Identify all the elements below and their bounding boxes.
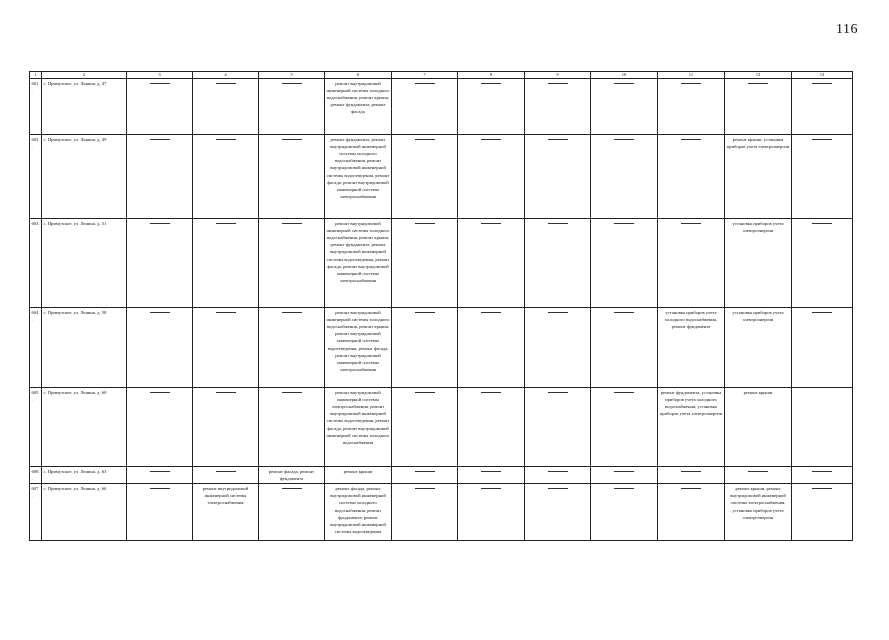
dash-mark	[216, 83, 236, 84]
column-number: 7	[392, 72, 458, 79]
empty-dash-cell	[193, 219, 259, 308]
empty-dash-cell	[193, 467, 259, 484]
empty-dash-cell	[127, 388, 193, 467]
column-number: 13	[792, 72, 853, 79]
empty-dash-cell	[127, 135, 193, 219]
column-number: 10	[591, 72, 658, 79]
dash-mark	[150, 223, 170, 224]
table-row	[30, 308, 853, 388]
empty-dash-cell	[259, 308, 325, 388]
dash-mark	[812, 312, 832, 313]
work-type-cell: ремонт внутридомовой инженерной системы холодного водоснабжения, ремонт крыши, ремонт внутридомовой инженерной системы водоотведения, ремонт фасада, ремонт внутридомовой инженерной системы электроснабжения	[325, 308, 392, 388]
dash-mark	[681, 223, 701, 224]
empty-dash-cell	[591, 308, 658, 388]
dash-mark	[614, 471, 634, 472]
work-type-cell: ремонт внутридомовой инженерной системы электроснабжения, ремонт внутридомовой инженерной системы водоотведения, ремонт фасада, ремонт внутридомовой инженерной системы холодного водоснабжения	[325, 388, 392, 467]
empty-dash-cell	[259, 484, 325, 541]
empty-dash-cell	[591, 388, 658, 467]
dash-mark	[282, 488, 302, 489]
dash-mark	[481, 223, 501, 224]
empty-dash-cell	[193, 135, 259, 219]
dash-mark	[415, 312, 435, 313]
dash-mark	[548, 392, 568, 393]
empty-dash-cell	[525, 219, 591, 308]
empty-dash-cell	[792, 484, 853, 541]
empty-dash-cell	[591, 135, 658, 219]
work-type-cell: ремонт фундамента, ремонт внутридомовой инженерной системы холодного водоснабжения, ремонт внутридомовой инженерной системы водоотведения, ремонт фасада, ремонт внутридомовой инженерной системы электроснабжения	[325, 135, 392, 219]
dash-mark	[282, 392, 302, 393]
page-number: 116	[836, 22, 858, 37]
empty-dash-cell	[458, 135, 525, 219]
column-number: 8	[458, 72, 525, 79]
dash-mark	[548, 223, 568, 224]
column-number-row	[30, 72, 853, 79]
dash-mark	[150, 312, 170, 313]
dash-mark	[481, 392, 501, 393]
empty-dash-cell	[525, 135, 591, 219]
row-number: 603.	[30, 219, 42, 308]
row-number: 604.	[30, 308, 42, 388]
dash-mark	[681, 83, 701, 84]
column-number: 12	[725, 72, 792, 79]
dash-mark	[150, 83, 170, 84]
empty-dash-cell	[658, 467, 725, 484]
empty-dash-cell	[525, 308, 591, 388]
dash-mark	[548, 139, 568, 140]
empty-dash-cell	[591, 79, 658, 135]
dash-mark	[812, 83, 832, 84]
empty-dash-cell	[658, 79, 725, 135]
dash-mark	[415, 392, 435, 393]
dash-mark	[216, 139, 236, 140]
row-number: 601.	[30, 79, 42, 135]
column-number: 3	[127, 72, 193, 79]
empty-dash-cell	[392, 308, 458, 388]
table-row	[30, 388, 853, 467]
work-type-cell: ремонт фасада, ремонт внутридомовой инженерной системы холодного водоснабжения, ремонт фундамента, ремонт внутридомовой инженерной системы водоотведения	[325, 484, 392, 541]
dash-mark	[415, 139, 435, 140]
work-type-cell: ремонт внутридомовой инженерной системы холодного водоснабжения, ремонт крыши, ремонт фундамента, ремонт внутридомовой инженерной системы водоотведения, ремонт фасада, ремонт внутридомовой инженерной системы электроснабжения	[325, 219, 392, 308]
dash-mark	[150, 392, 170, 393]
address-cell: с. Примузское, ул. Ленина, д. 63	[42, 467, 127, 484]
empty-dash-cell	[458, 79, 525, 135]
empty-dash-cell	[591, 467, 658, 484]
empty-dash-cell	[792, 467, 853, 484]
work-type-cell: установка приборов учета электроэнергии	[725, 219, 792, 308]
empty-dash-cell	[458, 467, 525, 484]
empty-dash-cell	[591, 484, 658, 541]
work-type-cell: ремонт фасада, ремонт фундамента	[259, 467, 325, 484]
empty-dash-cell	[392, 219, 458, 308]
dash-mark	[282, 312, 302, 313]
address-cell: с. Примузское, ул. Ленина, д. 58	[42, 308, 127, 388]
empty-dash-cell	[458, 219, 525, 308]
dash-mark	[681, 488, 701, 489]
dash-mark	[481, 488, 501, 489]
empty-dash-cell	[525, 79, 591, 135]
empty-dash-cell	[193, 79, 259, 135]
work-type-cell: установка приборов учета холодного водоснабжения, ремонт фундамента	[658, 308, 725, 388]
address-cell: с. Примузское, ул. Ленина, д. 49	[42, 135, 127, 219]
empty-dash-cell	[193, 388, 259, 467]
dash-mark	[481, 83, 501, 84]
dash-mark	[415, 223, 435, 224]
dash-mark	[812, 223, 832, 224]
empty-dash-cell	[458, 308, 525, 388]
dash-mark	[415, 471, 435, 472]
dash-mark	[681, 471, 701, 472]
empty-dash-cell	[658, 484, 725, 541]
dash-mark	[548, 471, 568, 472]
empty-dash-cell	[259, 79, 325, 135]
empty-dash-cell	[392, 484, 458, 541]
dash-mark	[150, 471, 170, 472]
row-number: 602.	[30, 135, 42, 219]
empty-dash-cell	[127, 79, 193, 135]
empty-dash-cell	[658, 219, 725, 308]
empty-dash-cell	[792, 135, 853, 219]
column-number: 11	[658, 72, 725, 79]
address-cell: с. Примузское, ул. Ленина, д. 66	[42, 484, 127, 541]
dash-mark	[812, 471, 832, 472]
dash-mark	[748, 471, 768, 472]
empty-dash-cell	[725, 467, 792, 484]
empty-dash-cell	[458, 388, 525, 467]
row-number: 607.	[30, 484, 42, 541]
empty-dash-cell	[525, 484, 591, 541]
empty-dash-cell	[458, 484, 525, 541]
row-number: 606.	[30, 467, 42, 484]
dash-mark	[415, 488, 435, 489]
work-type-cell	[792, 388, 853, 467]
column-number: 1	[30, 72, 42, 79]
dash-mark	[812, 488, 832, 489]
dash-mark	[481, 139, 501, 140]
work-type-cell: ремонт крыши, ремонт внутридомовой инженерной системы электроснабжения, установка приборов учета электроэнергии	[725, 484, 792, 541]
dash-mark	[282, 83, 302, 84]
empty-dash-cell	[591, 219, 658, 308]
dash-mark	[481, 312, 501, 313]
table-row	[30, 79, 853, 135]
address-cell: с. Примузское, ул. Ленина, д. 47	[42, 79, 127, 135]
dash-mark	[282, 139, 302, 140]
empty-dash-cell	[392, 388, 458, 467]
empty-dash-cell	[392, 79, 458, 135]
empty-dash-cell	[392, 135, 458, 219]
dash-mark	[150, 488, 170, 489]
dash-mark	[614, 312, 634, 313]
work-type-cell: ремонт крыши, установка приборов учета электроэнергии	[725, 135, 792, 219]
empty-dash-cell	[525, 467, 591, 484]
empty-dash-cell	[127, 308, 193, 388]
address-cell: с. Примузское, ул. Ленина, д. 60	[42, 388, 127, 467]
work-type-cell: ремонт крыши	[725, 388, 792, 467]
empty-dash-cell	[127, 467, 193, 484]
work-type-cell: ремонт крыши	[325, 467, 392, 484]
dash-mark	[614, 392, 634, 393]
empty-dash-cell	[525, 388, 591, 467]
table-row	[30, 467, 853, 484]
dash-mark	[216, 471, 236, 472]
empty-dash-cell	[792, 79, 853, 135]
row-number: 605.	[30, 388, 42, 467]
table-row	[30, 484, 853, 541]
empty-dash-cell	[792, 219, 853, 308]
table-row	[30, 219, 853, 308]
work-type-cell: ремонт внутридомовой инженерной системы электроснабжения	[193, 484, 259, 541]
dash-mark	[614, 223, 634, 224]
dash-mark	[614, 488, 634, 489]
works-register-table	[29, 71, 853, 541]
dash-mark	[216, 392, 236, 393]
dash-mark	[614, 83, 634, 84]
column-number: 9	[525, 72, 591, 79]
empty-dash-cell	[127, 219, 193, 308]
column-number: 2	[42, 72, 127, 79]
dash-mark	[748, 83, 768, 84]
empty-dash-cell	[658, 135, 725, 219]
dash-mark	[548, 488, 568, 489]
dash-mark	[681, 139, 701, 140]
empty-dash-cell	[725, 79, 792, 135]
dash-mark	[548, 312, 568, 313]
address-cell: с. Примузское, ул. Ленина, д. 51	[42, 219, 127, 308]
dash-mark	[548, 83, 568, 84]
work-type-cell: ремонт внутридомовой инженерной системы холодного водоснабжения, ремонт крыши, ремонт фундамента, ремонт фасада	[325, 79, 392, 135]
column-number: 5	[259, 72, 325, 79]
dash-mark	[481, 471, 501, 472]
empty-dash-cell	[127, 484, 193, 541]
work-type-cell: ремонт фундамента, установка приборов учета холодного водоснабжения, установка приборов учета электроэнергии	[658, 388, 725, 467]
empty-dash-cell	[259, 219, 325, 308]
dash-mark	[282, 223, 302, 224]
dash-mark	[415, 83, 435, 84]
column-number: 6	[325, 72, 392, 79]
dash-mark	[614, 139, 634, 140]
dash-mark	[216, 312, 236, 313]
empty-dash-cell	[392, 467, 458, 484]
empty-dash-cell	[193, 308, 259, 388]
empty-dash-cell	[259, 135, 325, 219]
dash-mark	[216, 223, 236, 224]
empty-dash-cell	[792, 308, 853, 388]
empty-dash-cell	[259, 388, 325, 467]
column-number: 4	[193, 72, 259, 79]
work-type-cell: установка приборов учета электроэнергии	[725, 308, 792, 388]
table-row	[30, 135, 853, 219]
dash-mark	[150, 139, 170, 140]
dash-mark	[812, 139, 832, 140]
